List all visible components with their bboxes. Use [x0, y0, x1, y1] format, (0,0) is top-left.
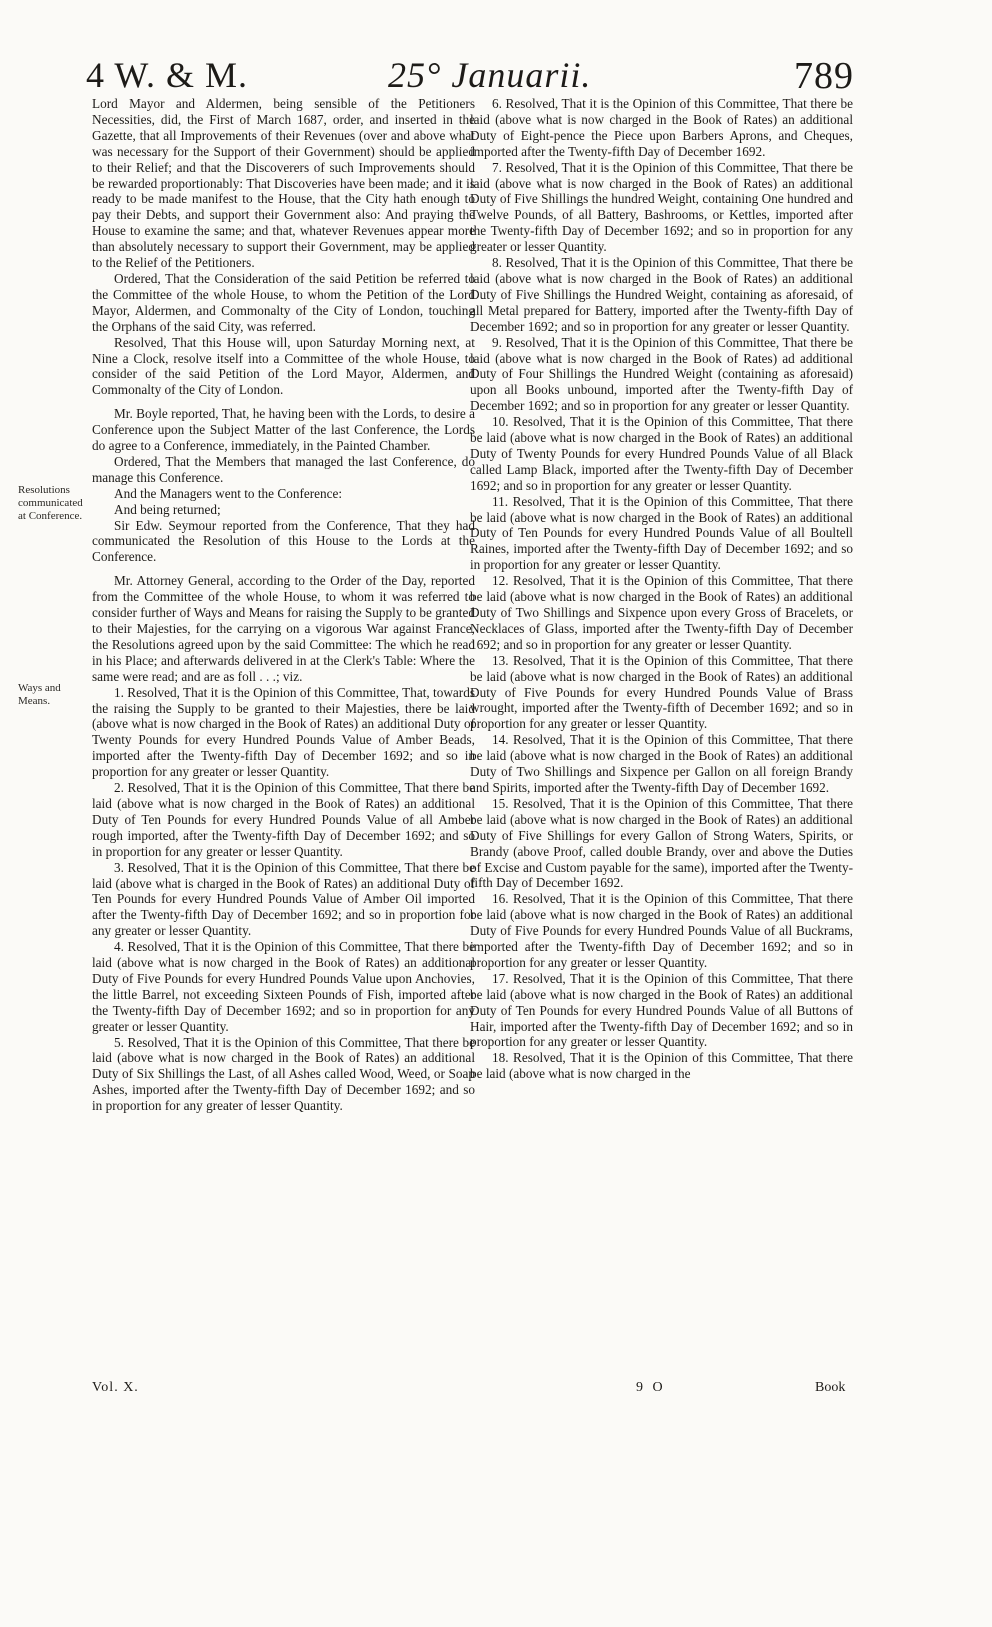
regnal-year: 4 W. & M. [86, 55, 249, 95]
catchword: Book [815, 1380, 846, 1395]
date-heading: 25° Januarii. [388, 55, 592, 95]
resolution-4: 4. Resolved, That it is the Opinion of this Committee, That there be laid (above what is now charged in the Book of Rates) an additional Duty of Five Pounds for every Hundred Pounds Value upon Anchovies, the little Barrel, not exceeding Sixteen Pounds of Fish, imported after the Twenty-fifth Day of December 1692; and so in proportion for any greater or lesser Quantity. [92, 939, 475, 1034]
volume-label: Vol. X. [92, 1380, 139, 1395]
resolution-6: 6. Resolved, That it is the Opinion of this Committee, That there be laid (above what is now charged in the Book of Rates) an additional Duty of Eight-pence the Piece upon Barbers Aprons, and Cheques, imported after the Twenty-fifth Day of December 1692. [470, 96, 853, 159]
page-number: 789 [794, 55, 854, 97]
resolution-1: 1. Resolved, That it is the Opinion of this Committee, That, towards the raising the Supply to be granted to their Majesties, there be laid (above what is now charged in the Book of Rates) an additional Duty of Twenty Pounds for every Hundred Pounds Value of Amber Beads, imported after the Twenty-fifth Day of December 1692; and so in proportion for any greater or lesser Quantity. [92, 684, 475, 780]
resolution-9: 9. Resolved, That it is the Opinion of this Committee, That there be laid (above what is now charged in the Book of Rates) ad additional Duty of Four Shillings the Hundred Weight (containing as aforesaid) upon all Books unbound, imported after the Twenty-fifth Day of December 1692; and so in proportion for any greater or lesser Quantity. [470, 334, 853, 414]
resolution-11: 11. Resolved, That it is the Opinion of this Committee, That there be laid (above what is now charged in the Book of Rates) an additional Duty of Ten Pounds for every Hundred Pounds Value of all Boultell Raines, imported after the Twenty-fifth Day of December 1692; and so in proportion for any greater or lesser Quantity. [470, 493, 853, 573]
page-header [0, 40, 992, 100]
paragraph: Lord Mayor and Aldermen, being sensible of the Petitioners Necessities, did, the First of March 1687, order, and inserted in the Gazette, that all Improvements of their Revenues (over and above what was necessary for the Support of their Government) should be applied to their Relief; and that the Discoverers of such Improvements should be rewarded proportionably: That Discoveries have been made; and it is ready to be made manifest to the House, that the City hath enough to pay their Debts, and support their Government also: And praying the House to examine the same; and that, whatever Revenues appear more than absolutely necessary to support their Government, may be applied to the Relief of the Petitioners. [92, 96, 475, 271]
resolution-3: 3. Resolved, That it is the Opinion of this Committee, That there be laid (above what is charged in the Book of Rates) an additional Duty of Ten Pounds for every Hundred Pounds Value of Amber Oil imported after the Twenty-fifth Day of December 1692; and so in proportion for any greater or lesser Quantity. [92, 859, 475, 939]
margin-note-conference: Resolutions communicated at Conference. [18, 484, 83, 522]
resolution-7: 7. Resolved, That it is the Opinion of this Committee, That there be laid (above what is now charged in the Book of Rates) an additional Duty of Five Shillings the hundred Weight, containing One hundred and Twelve Pounds, of all Battery, Bashrooms, or Kettles, imported after the Twenty-fifth Day of December 1692; and so in proportion for any greater or lesser Quantity. [470, 159, 853, 255]
paragraph: Resolved, That this House will, upon Saturday Morning next, at Nine a Clock, resolve itself into a Committee of the whole House, to consider of the said Petition of the Lord Mayor, Aldermen, and Commonalty of the City of London. [92, 334, 475, 398]
resolution-12: 12. Resolved, That it is the Opinion of this Committee, That there be laid (above what is now charged in the Book of Rates) an additional Duty of Two Shillings and Sixpence upon every Gross of Bracelets, or Necklaces of Glass, imported after the Twenty-fifth Day of December 1692; and so in proportion for any greater or lesser Quantity. [470, 573, 853, 652]
signature-mark: 9 O [636, 1380, 666, 1395]
resolution-15: 15. Resolved, That it is the Opinion of this Committee, That there be laid (above what is now charged in the Book of Rates) an additional Duty of Five Shillings for every Gallon of Strong Waters, Spirits, or Brandy (above Proof, called double Brandy, over and above the Duties of Excise and Custom payable for the same), imported after the Twenty-fifth Day of December 1692. [470, 795, 853, 891]
margin-note-ways-and-means: Ways and Means. [18, 682, 61, 707]
right-column [470, 96, 853, 1082]
paragraph: And the Managers went to the Conference: [114, 485, 343, 501]
resolution-16: 16. Resolved, That it is the Opinion of this Committee, That there be laid (above what is now charged in the Book of Rates) an additional Duty of Five Pounds for every Hundred Pounds Value of all Buckrams, imported after the Twenty-fifth Day of December 1692; and so in proportion for any greater or lesser Quantity. [470, 891, 853, 970]
resolution-13: 13. Resolved, That it is the Opinion of this Committee, That there be laid (above what is now charged in the Book of Rates) an additional Duty of Five Pounds for every Hundred Pounds Value of Brass wrought, imported after the Twenty-fifth of December 1692; and so in proportion for any greater or lesser Quantity. [470, 652, 853, 732]
resolution-17: 17. Resolved, That it is the Opinion of this Committee, That there be laid (above what is now charged in the Book of Rates) an additional Duty of Ten Pounds for every Hundred Pounds Value of all Buttons of Hair, imported after the Twenty-fifth Day of December 1692; and so in proportion for any greater or lesser Quantity. [470, 970, 853, 1050]
paragraph: Sir Edw. Seymour reported from the Conference, That they had communicated the Resolution of this House to the Lords at the Conference. [92, 517, 475, 565]
resolution-8: 8. Resolved, That it is the Opinion of this Committee, That there be laid (above what is now charged in the Book of Rates) an additional Duty of Five Shillings the Hundred Weight, containing as aforesaid, of all Metal prepared for Battery, imported after the Twenty-fifth Day of December 1692; and so in proportion for any greater or lesser Quantity. [470, 255, 853, 334]
paragraph: And being returned; [114, 501, 221, 517]
paragraph: Mr. Attorney General, according to the Order of the Day, reported from the Committee of the whole House, to whom it was referred to consider further of Ways and Means for raising the Supply to be granted to their Majesties, for the carrying on a vigorous War against France, the Resolutions agreed upon by the said Committee: The which he read in his Place; and afterwards delivered in at the Clerk's Table: Where the same were read; and are as foll . . .; viz. [92, 573, 475, 684]
resolution-14: 14. Resolved, That it is the Opinion of this Committee, That there be laid (above what is now charged in the Book of Rates) an additional Duty of Two Shillings and Sixpence per Gallon on all foreign Brandy and Spirits, imported after the Twenty-fifth Day of December 1692. [470, 732, 853, 795]
paragraph: Mr. Boyle reported, That, he having been with the Lords, to desire a Conference upon the Subject Matter of the last Conference, the Lords do agree to a Conference, immediately, in the Painted Chamber. [92, 406, 475, 454]
resolution-2: 2. Resolved, That it is the Opinion of this Committee, That there be laid (above what is now charged in the Book of Rates) an additional Duty of Ten Pounds for every Hundred Pounds Value of all Amber rough imported, after the Twenty-fifth Day of December 1692; and so in proportion for any greater or lesser Quantity. [92, 780, 475, 859]
resolution-10: 10. Resolved, That it is the Opinion of this Committee, That there be laid (above what is now charged in the Book of Rates) an additional Duty of Twenty Pounds for every Hundred Pounds Value of all Black called Lamp Black, imported after the Twenty-fifth Day of December 1692; and so in proportion for any greater or lesser Quantity. [470, 414, 853, 493]
paragraph: Ordered, That the Consideration of the said Petition be referred to the Committee of the whole House, to whom the Petition of the Lord Mayor, Aldermen, and Commonalty of the City of London, touching the Orphans of the said City, was referred. [92, 270, 475, 334]
resolution-5: 5. Resolved, That it is the Opinion of this Committee, That there be laid (above what is now charged in the Book of Rates) an additional Duty of Six Shillings the Last, of all Ashes called Wood, Weed, or Soap Ashes, imported after the Twenty-fifth Day of December 1692; and so in proportion for any greater of lesser Quantity. [92, 1034, 475, 1114]
left-column [92, 96, 475, 1114]
paragraph: Ordered, That the Members that managed the last Conference, do manage this Conference. [92, 453, 475, 485]
resolution-18: 18. Resolved, That it is the Opinion of this Committee, That there be laid (above what is now charged in the [470, 1050, 853, 1082]
